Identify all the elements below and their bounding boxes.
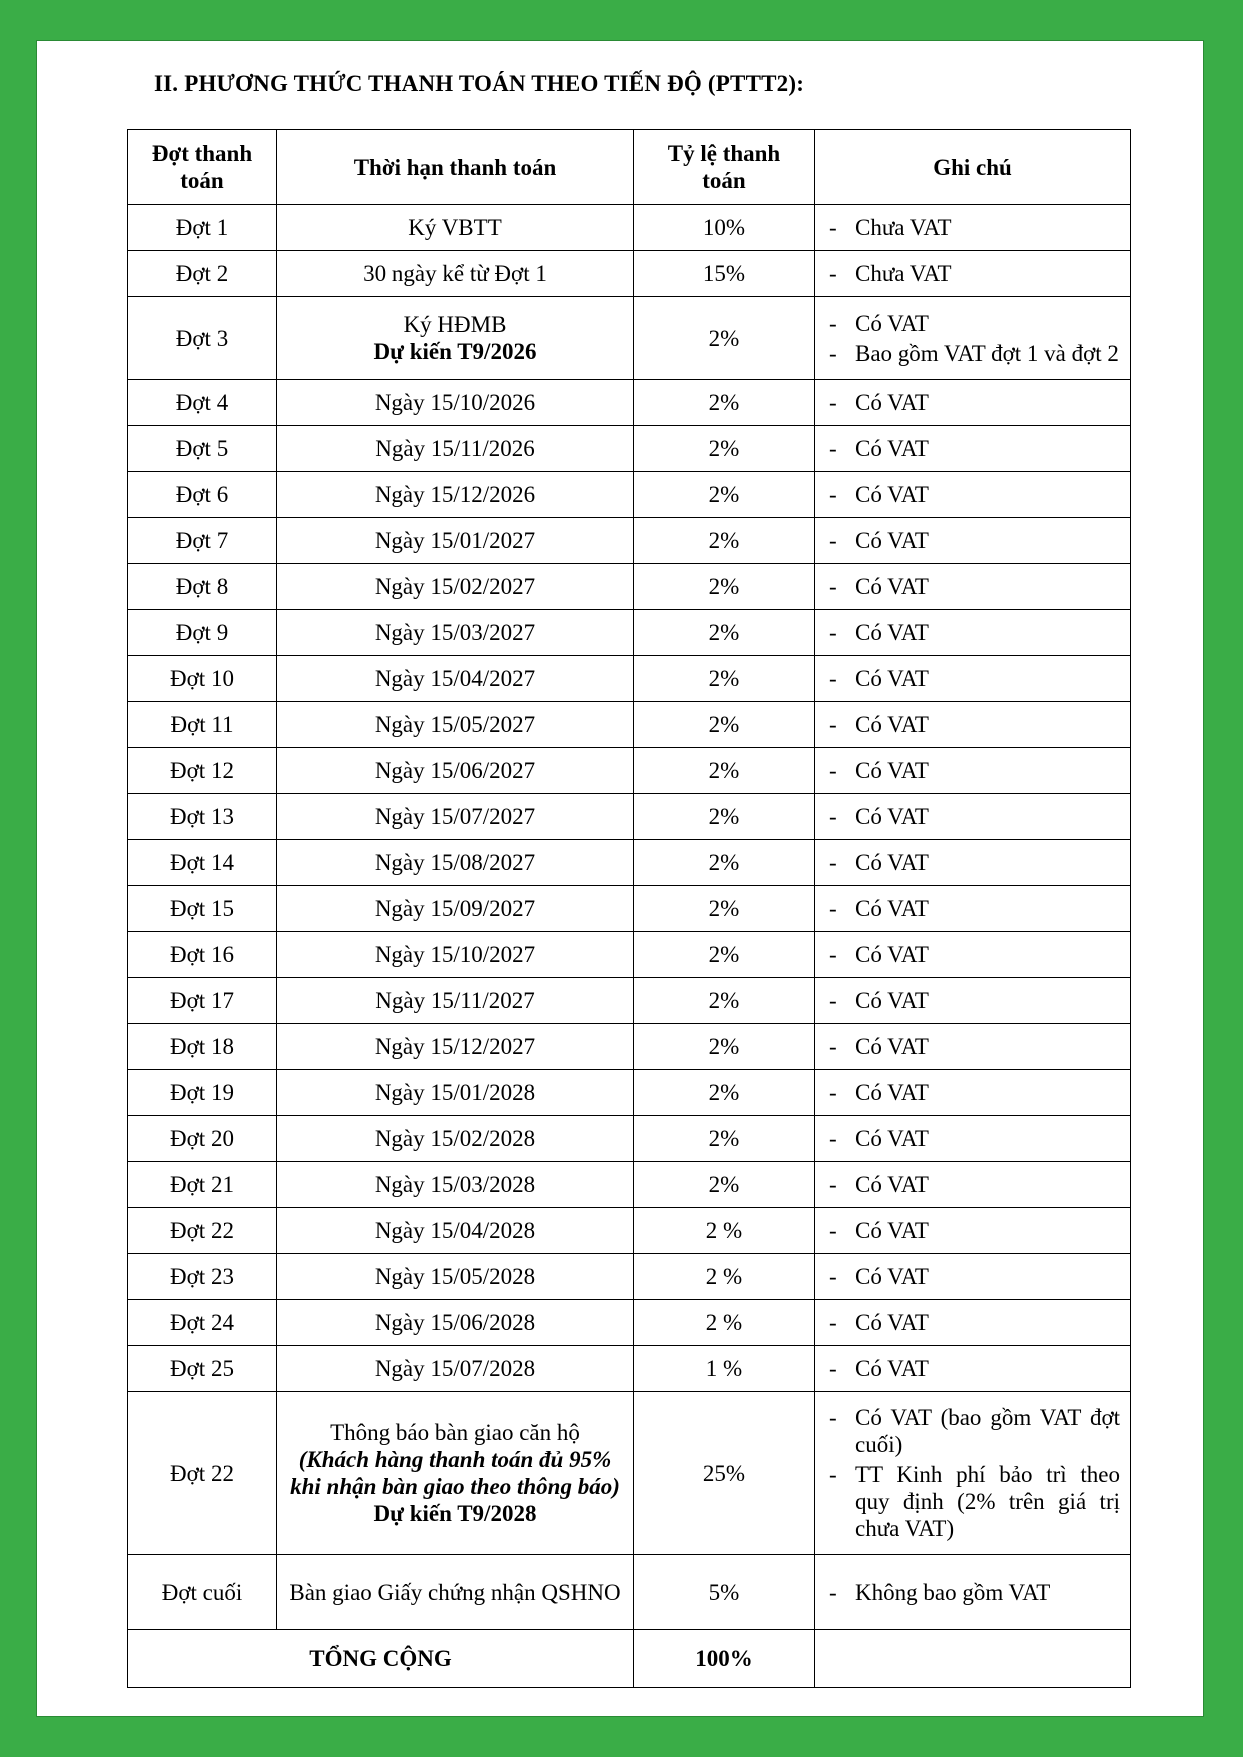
cell-rate: 2 % xyxy=(634,1254,815,1300)
deadline-text: Ngày 15/08/2027 xyxy=(374,850,536,875)
note-item xyxy=(829,665,1120,692)
cell-phase: Đợt 18 xyxy=(128,1024,277,1070)
bullet-dash: - xyxy=(829,804,837,829)
note-item xyxy=(829,1263,1120,1290)
deadline-text: Ngày 15/07/2028 xyxy=(374,1356,536,1381)
note-item xyxy=(829,1579,1120,1606)
table-row xyxy=(128,426,1131,472)
table-row xyxy=(128,794,1131,840)
note-item xyxy=(829,435,1120,462)
cell-deadline xyxy=(277,1116,634,1162)
deadline-text: Ngày 15/03/2027 xyxy=(374,620,536,645)
note-item xyxy=(829,619,1120,646)
bullet-dash: - xyxy=(829,1218,837,1243)
deadline-text: Ngày 15/10/2026 xyxy=(374,390,536,415)
table-row xyxy=(128,978,1131,1024)
cell-deadline xyxy=(277,978,634,1024)
note-item xyxy=(829,1309,1120,1336)
total-value: 100% xyxy=(634,1630,815,1688)
bullet-dash: - xyxy=(829,390,837,415)
note-text: Có VAT xyxy=(855,620,929,645)
note-text: Có VAT xyxy=(855,1264,929,1289)
deadline-text: Ngày 15/01/2028 xyxy=(374,1080,536,1105)
cell-deadline xyxy=(277,1555,634,1630)
cell-rate: 2% xyxy=(634,978,815,1024)
table-row xyxy=(128,1024,1131,1070)
cell-deadline xyxy=(277,840,634,886)
cell-note xyxy=(815,886,1131,932)
note-text: Có VAT xyxy=(855,712,929,737)
cell-deadline xyxy=(277,656,634,702)
cell-note xyxy=(815,380,1131,426)
deadline-text: Ngày 15/01/2027 xyxy=(374,528,536,553)
cell-phase: Đợt 11 xyxy=(128,702,277,748)
note-text: Có VAT xyxy=(855,758,929,783)
cell-note xyxy=(815,978,1131,1024)
document-page xyxy=(36,40,1204,1717)
note-item xyxy=(829,481,1120,508)
note-item xyxy=(829,214,1120,241)
cell-rate: 2% xyxy=(634,518,815,564)
cell-deadline xyxy=(277,518,634,564)
cell-note xyxy=(815,426,1131,472)
note-item xyxy=(829,987,1120,1014)
deadline-text: Ngày 15/05/2028 xyxy=(374,1264,536,1289)
deadline-text: Ký HĐMB xyxy=(403,312,507,337)
cell-note xyxy=(815,251,1131,297)
cell-note xyxy=(815,1346,1131,1392)
cell-phase: Đợt 17 xyxy=(128,978,277,1024)
bullet-dash: - xyxy=(829,712,837,737)
total-note xyxy=(815,1630,1131,1688)
cell-phase: Đợt 21 xyxy=(128,1162,277,1208)
table-row xyxy=(128,564,1131,610)
table-row xyxy=(128,840,1131,886)
cell-deadline xyxy=(277,794,634,840)
deadline-text: Ngày 15/11/2027 xyxy=(375,988,535,1013)
deadline-italic-text: (Khách hàng thanh toán đủ 95% khi nhận bàn giao theo thông báo) xyxy=(290,1447,620,1499)
cell-rate: 2% xyxy=(634,1024,815,1070)
cell-phase: Đợt 5 xyxy=(128,426,277,472)
bullet-dash: - xyxy=(829,261,837,286)
note-text: Có VAT xyxy=(855,850,929,875)
bullet-dash: - xyxy=(829,528,837,553)
deadline-text: Ngày 15/06/2027 xyxy=(374,758,536,783)
cell-phase: Đợt 9 xyxy=(128,610,277,656)
cell-deadline xyxy=(277,205,634,251)
cell-phase: Đợt 24 xyxy=(128,1300,277,1346)
table-row xyxy=(128,748,1131,794)
cell-rate: 2% xyxy=(634,932,815,978)
cell-phase: Đợt 14 xyxy=(128,840,277,886)
cell-note xyxy=(815,794,1131,840)
bullet-dash: - xyxy=(829,896,837,921)
cell-deadline xyxy=(277,1024,634,1070)
bullet-dash: - xyxy=(829,1080,837,1105)
bullet-dash: - xyxy=(829,988,837,1013)
cell-rate: 2 % xyxy=(634,1208,815,1254)
note-item xyxy=(829,1033,1120,1060)
table-row xyxy=(128,472,1131,518)
table-row xyxy=(128,1300,1131,1346)
note-item xyxy=(829,757,1120,784)
deadline-text: Ngày 15/12/2026 xyxy=(374,482,536,507)
table-row xyxy=(128,656,1131,702)
table-row xyxy=(128,886,1131,932)
deadline-text: Ngày 15/04/2028 xyxy=(374,1218,536,1243)
payment-schedule-table xyxy=(127,129,1131,1688)
cell-rate: 2% xyxy=(634,472,815,518)
cell-note xyxy=(815,472,1131,518)
bullet-dash: - xyxy=(829,1172,837,1197)
table-row xyxy=(128,1254,1131,1300)
note-text: TT Kinh phí bảo trì theo quy định (2% trên giá trị chưa VAT) xyxy=(855,1462,1120,1541)
note-text: Có VAT (bao gồm VAT đợt cuối) xyxy=(855,1405,1120,1457)
cell-rate: 2% xyxy=(634,886,815,932)
cell-note xyxy=(815,297,1131,380)
cell-rate: 2% xyxy=(634,702,815,748)
note-item xyxy=(829,1461,1120,1542)
note-item xyxy=(829,711,1120,738)
cell-deadline xyxy=(277,1208,634,1254)
note-text: Không bao gồm VAT xyxy=(855,1579,1051,1605)
cell-note xyxy=(815,518,1131,564)
cell-note xyxy=(815,932,1131,978)
cell-note xyxy=(815,1070,1131,1116)
cell-deadline xyxy=(277,1346,634,1392)
cell-phase: Đợt 6 xyxy=(128,472,277,518)
note-item xyxy=(829,1079,1120,1106)
bullet-dash: - xyxy=(829,215,837,240)
cell-rate: 2% xyxy=(634,610,815,656)
note-text: Có VAT xyxy=(855,666,929,691)
cell-rate: 2% xyxy=(634,1162,815,1208)
note-text: Có VAT xyxy=(855,436,929,461)
cell-rate: 2% xyxy=(634,1116,815,1162)
bullet-dash: - xyxy=(829,482,837,507)
note-item xyxy=(829,1355,1120,1382)
cell-rate: 5% xyxy=(634,1555,815,1630)
table-row xyxy=(128,932,1131,978)
deadline-text: Bàn giao Giấy chứng nhận QSHNO xyxy=(289,1579,621,1605)
table-row xyxy=(128,1162,1131,1208)
table-row xyxy=(128,251,1131,297)
note-item xyxy=(829,527,1120,554)
cell-rate: 2% xyxy=(634,1070,815,1116)
cell-deadline xyxy=(277,251,634,297)
cell-note xyxy=(815,748,1131,794)
deadline-text: Ngày 15/09/2027 xyxy=(374,896,536,921)
note-text: Có VAT xyxy=(855,1172,929,1197)
cell-rate: 2% xyxy=(634,656,815,702)
cell-phase: Đợt 8 xyxy=(128,564,277,610)
note-item xyxy=(829,849,1120,876)
note-text: Có VAT xyxy=(855,1034,929,1059)
cell-phase: Đợt 1 xyxy=(128,205,277,251)
deadline-text: Thông báo bàn giao căn hộ xyxy=(330,1420,580,1445)
note-item xyxy=(829,260,1120,287)
cell-deadline xyxy=(277,1070,634,1116)
cell-deadline xyxy=(277,380,634,426)
cell-rate: 2% xyxy=(634,297,815,380)
table-row xyxy=(128,297,1131,380)
cell-rate: 2 % xyxy=(634,1300,815,1346)
note-text: Có VAT xyxy=(855,942,929,967)
cell-note xyxy=(815,840,1131,886)
bullet-dash: - xyxy=(829,1579,837,1605)
note-text: Có VAT xyxy=(855,988,929,1013)
bullet-dash: - xyxy=(829,620,837,645)
note-item xyxy=(829,340,1120,367)
note-item xyxy=(829,1125,1120,1152)
table-row xyxy=(128,1070,1131,1116)
cell-rate: 25% xyxy=(634,1392,815,1555)
cell-phase: Đợt 10 xyxy=(128,656,277,702)
deadline-text: Ngày 15/04/2027 xyxy=(374,666,536,691)
cell-deadline xyxy=(277,1300,634,1346)
cell-note xyxy=(815,1392,1131,1555)
cell-rate: 2% xyxy=(634,748,815,794)
cell-phase: Đợt 3 xyxy=(128,297,277,380)
cell-note xyxy=(815,656,1131,702)
note-text: Có VAT xyxy=(855,804,929,829)
bullet-dash: - xyxy=(829,340,837,366)
table-row xyxy=(128,702,1131,748)
bullet-dash: - xyxy=(829,666,837,691)
note-text: Có VAT xyxy=(855,1310,929,1335)
deadline-expected: Dự kiến T9/2026 xyxy=(373,339,537,364)
header-rate: Tỷ lệ thanh toán xyxy=(634,130,815,205)
cell-phase: Đợt 22 xyxy=(128,1208,277,1254)
cell-phase: Đợt 23 xyxy=(128,1254,277,1300)
table-row xyxy=(128,610,1131,656)
bullet-dash: - xyxy=(829,1405,837,1430)
bullet-dash: - xyxy=(829,436,837,461)
note-text: Có VAT xyxy=(855,1080,929,1105)
note-item xyxy=(829,1171,1120,1198)
deadline-text: Ngày 15/02/2027 xyxy=(374,574,536,599)
note-text: Có VAT xyxy=(855,1126,929,1151)
note-text: Có VAT xyxy=(855,1218,929,1243)
total-label: TỔNG CỘNG xyxy=(128,1630,634,1688)
cell-note xyxy=(815,1300,1131,1346)
bullet-dash: - xyxy=(829,1310,837,1335)
cell-deadline xyxy=(277,702,634,748)
table-row xyxy=(128,1116,1131,1162)
table-header-row xyxy=(128,130,1131,205)
bullet-dash: - xyxy=(829,850,837,875)
cell-phase: Đợt 22 xyxy=(128,1392,277,1555)
bullet-dash: - xyxy=(829,574,837,599)
cell-rate: 2% xyxy=(634,564,815,610)
cell-rate: 1 % xyxy=(634,1346,815,1392)
header-phase: Đợt thanh toán xyxy=(128,130,277,205)
cell-deadline xyxy=(277,426,634,472)
bullet-dash: - xyxy=(829,1126,837,1151)
table-row xyxy=(128,1392,1131,1555)
bullet-dash: - xyxy=(829,1462,837,1487)
deadline-text: Ngày 15/11/2026 xyxy=(375,436,535,461)
table-row xyxy=(128,518,1131,564)
header-note: Ghi chú xyxy=(815,130,1131,205)
cell-rate: 10% xyxy=(634,205,815,251)
cell-deadline xyxy=(277,564,634,610)
deadline-text: Ngày 15/07/2027 xyxy=(374,804,536,829)
cell-note xyxy=(815,1116,1131,1162)
note-text: Bao gồm VAT đợt 1 và đợt 2 xyxy=(855,340,1119,366)
cell-phase: Đợt 19 xyxy=(128,1070,277,1116)
bullet-dash: - xyxy=(829,758,837,783)
cell-deadline xyxy=(277,1254,634,1300)
cell-note xyxy=(815,1555,1131,1630)
cell-note xyxy=(815,1254,1131,1300)
cell-phase: Đợt 4 xyxy=(128,380,277,426)
cell-note xyxy=(815,702,1131,748)
cell-deadline xyxy=(277,610,634,656)
cell-deadline xyxy=(277,1162,634,1208)
cell-phase: Đợt cuối xyxy=(128,1555,277,1630)
cell-phase: Đợt 16 xyxy=(128,932,277,978)
deadline-text: Ký VBTT xyxy=(408,215,502,240)
note-text: Có VAT xyxy=(855,482,929,507)
cell-deadline xyxy=(277,297,634,380)
deadline-expected: Dự kiến T9/2028 xyxy=(373,1501,537,1526)
bullet-dash: - xyxy=(829,1356,837,1381)
table-row xyxy=(128,1555,1131,1630)
deadline-text: Ngày 15/03/2028 xyxy=(374,1172,536,1197)
cell-rate: 15% xyxy=(634,251,815,297)
cell-note xyxy=(815,564,1131,610)
note-text: Chưa VAT xyxy=(855,261,952,286)
cell-phase: Đợt 25 xyxy=(128,1346,277,1392)
bullet-dash: - xyxy=(829,1034,837,1059)
deadline-text: 30 ngày kể từ Đợt 1 xyxy=(363,261,547,286)
table-row xyxy=(128,1208,1131,1254)
section-heading: II. PHƯƠNG THỨC THANH TOÁN THEO TIẾN ĐỘ (PTTT2): xyxy=(154,71,805,96)
cell-rate: 2% xyxy=(634,840,815,886)
deadline-text: Ngày 15/02/2028 xyxy=(374,1126,536,1151)
table-row xyxy=(128,1346,1131,1392)
table-row xyxy=(128,205,1131,251)
note-text: Có VAT xyxy=(855,528,929,553)
note-item xyxy=(829,1217,1120,1244)
cell-phase: Đợt 2 xyxy=(128,251,277,297)
cell-rate: 2% xyxy=(634,794,815,840)
cell-deadline xyxy=(277,472,634,518)
cell-note xyxy=(815,1208,1131,1254)
note-text: Có VAT xyxy=(855,896,929,921)
cell-deadline xyxy=(277,932,634,978)
note-item xyxy=(829,895,1120,922)
cell-note xyxy=(815,1024,1131,1070)
note-text: Có VAT xyxy=(855,310,929,336)
cell-phase: Đợt 20 xyxy=(128,1116,277,1162)
cell-deadline xyxy=(277,886,634,932)
note-text: Chưa VAT xyxy=(855,215,952,240)
cell-note xyxy=(815,610,1131,656)
cell-rate: 2% xyxy=(634,380,815,426)
cell-deadline xyxy=(277,748,634,794)
deadline-text: Ngày 15/12/2027 xyxy=(374,1034,536,1059)
deadline-text: Ngày 15/05/2027 xyxy=(374,712,536,737)
bullet-dash: - xyxy=(829,310,837,336)
note-item xyxy=(829,1404,1120,1458)
cell-phase: Đợt 13 xyxy=(128,794,277,840)
bullet-dash: - xyxy=(829,1264,837,1289)
deadline-text: Ngày 15/06/2028 xyxy=(374,1310,536,1335)
cell-phase: Đợt 12 xyxy=(128,748,277,794)
cell-deadline xyxy=(277,1392,634,1555)
note-text: Có VAT xyxy=(855,1356,929,1381)
total-row xyxy=(128,1630,1131,1688)
note-text: Có VAT xyxy=(855,390,929,415)
note-item xyxy=(829,389,1120,416)
note-item xyxy=(829,941,1120,968)
cell-phase: Đợt 15 xyxy=(128,886,277,932)
cell-phase: Đợt 7 xyxy=(128,518,277,564)
note-text: Có VAT xyxy=(855,574,929,599)
deadline-text: Ngày 15/10/2027 xyxy=(374,942,536,967)
header-deadline: Thời hạn thanh toán xyxy=(277,130,634,205)
note-item xyxy=(829,803,1120,830)
cell-note xyxy=(815,1162,1131,1208)
bullet-dash: - xyxy=(829,942,837,967)
table-body xyxy=(128,205,1131,1630)
note-item xyxy=(829,310,1120,337)
table-row xyxy=(128,380,1131,426)
cell-rate: 2% xyxy=(634,426,815,472)
note-item xyxy=(829,573,1120,600)
cell-note xyxy=(815,205,1131,251)
